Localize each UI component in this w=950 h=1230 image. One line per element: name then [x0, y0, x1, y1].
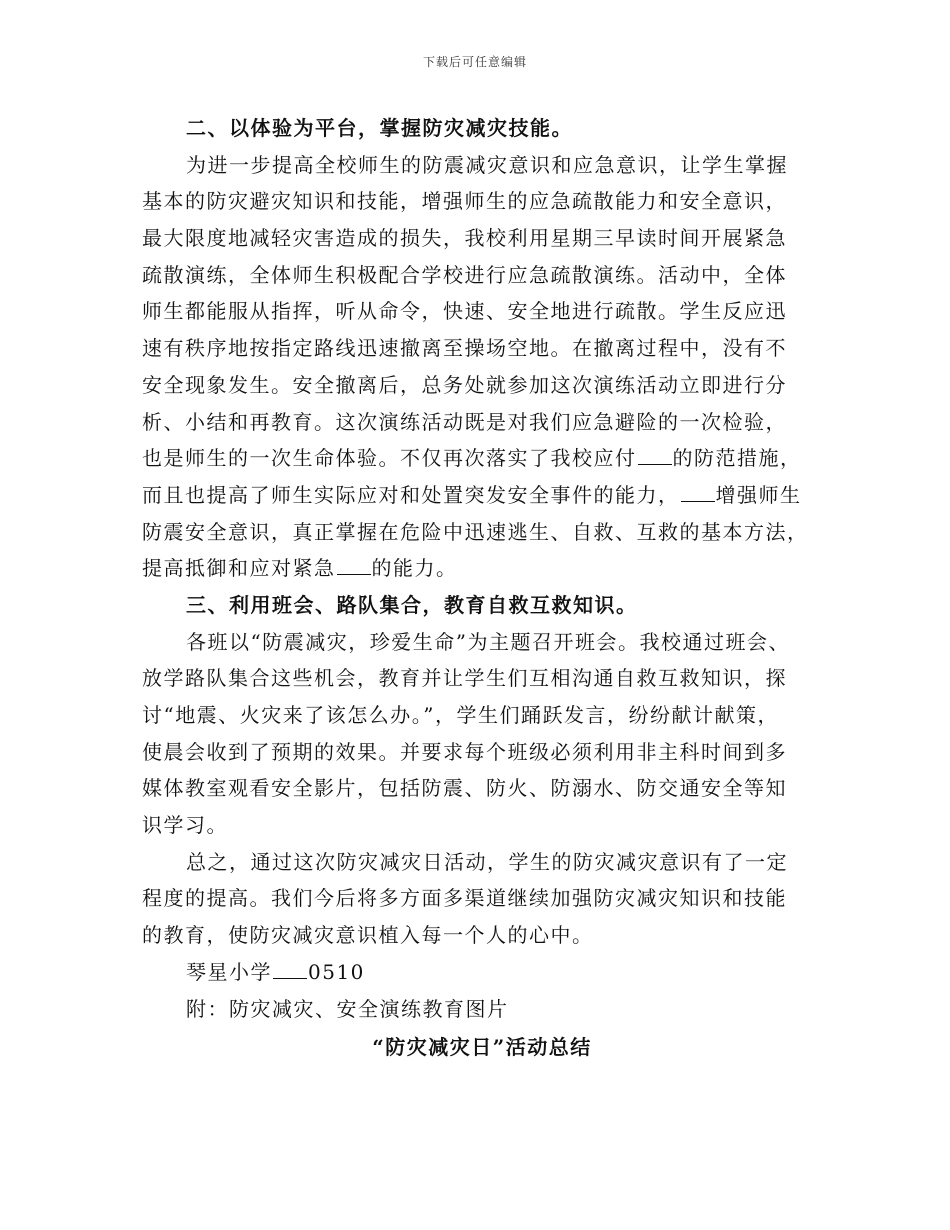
paragraph-line: 总之，通过这次防灾减灾日活动，学生的防灾减灾意识有了一定: [186, 849, 788, 874]
next-document-title: “防灾减灾日”活动总结: [372, 1035, 592, 1060]
paragraph-line: 各班以“防震减灾，珍爱生命”为主题召开班会。我校通过班会、: [186, 629, 790, 654]
blank-underline: [273, 958, 307, 979]
paragraph-line: 基本的防灾避灾知识和技能，增强师生的应急疏散能力和安全意识，: [142, 189, 787, 214]
document-body: [142, 110, 822, 1066]
section-heading-3: 三、利用班会、路队集合，教育自救互救知识。: [186, 592, 638, 617]
paragraph-line: 媒体教室观看安全影片，包括防震、防火、防溺水、防交通安全等知: [142, 776, 787, 801]
text-segment: 提高抵御和应对紧急: [142, 556, 336, 581]
paragraph-line: [142, 550, 822, 587]
paragraph-line: 的教育，使防灾减灾意识植入每一个人的心中。: [142, 923, 594, 948]
section-heading-2: 二、以体验为平台，掌握防灾减灾技能。: [186, 116, 573, 140]
text-segment: 的能力。: [371, 556, 458, 581]
paragraph-line: 最大限度地减轻灾害造成的损失，我校利用星期三早读时间开展紧急: [142, 226, 787, 251]
text-segment: 也是师生的一次生命体验。不仅再次落实了我校应付: [142, 446, 637, 471]
text-segment: 增强师生: [715, 482, 802, 507]
signature-line: [142, 954, 822, 991]
paragraph-line: 程度的提高。我们今后将多方面多渠道继续加强防灾减灾知识和技能: [142, 886, 787, 911]
paragraph-line: 疏散演练，全体师生积极配合学校进行应急疏散演练。活动中，全体: [142, 262, 787, 287]
paragraph-line: 安全现象发生。安全撤离后，总务处就参加这次演练活动立即进行分: [142, 372, 787, 397]
paragraph-line: 速有秩序地按指定路线迅速撤离至操场空地。在撤离过程中，没有不: [142, 336, 787, 361]
paragraph-line: 放学路队集合这些机会，教育并让学生们互相沟通自救互救知识，探: [142, 666, 787, 691]
paragraph-line: 识学习。: [142, 813, 228, 838]
blank-underline: [681, 481, 715, 502]
paragraph-line: 使晨会收到了预期的效果。并要求每个班级必须利用非主科时间到多: [142, 739, 787, 764]
paragraph-line: 讨“地震、火灾来了该怎么办。”，学生们踊跃发言，纷纷献计献策，: [142, 703, 779, 727]
school-name: 琴星小学: [186, 959, 272, 984]
blank-underline: [337, 554, 371, 575]
paragraph-line: 析、小结和再教育。这次演练活动既是对我们应急避险的一次检验，: [142, 409, 787, 434]
signature-date: 0510: [308, 959, 365, 984]
paragraph-line: 师生都能服从指挥，听从命令，快速、安全地进行疏散。学生反应迅: [142, 299, 787, 324]
paragraph-line: [142, 477, 822, 514]
attachment-line: 附：防灾减灾、安全演练教育图片: [186, 996, 509, 1021]
text-segment: 而且也提高了师生实际应对和处置突发安全事件的能力，: [142, 482, 680, 507]
paragraph-line: 防震安全意识，真正掌握在危险中迅速逃生、自救、互救的基本方法，: [142, 519, 809, 544]
blank-underline: [638, 444, 672, 465]
paragraph-line: 为进一步提高全校师生的防震减灾意识和应急意识，让学生掌握: [186, 152, 788, 177]
text-segment: 的防范措施，: [672, 446, 802, 471]
paragraph-line: [142, 440, 822, 477]
page-header-note: 下载后可任意编辑: [422, 55, 527, 69]
